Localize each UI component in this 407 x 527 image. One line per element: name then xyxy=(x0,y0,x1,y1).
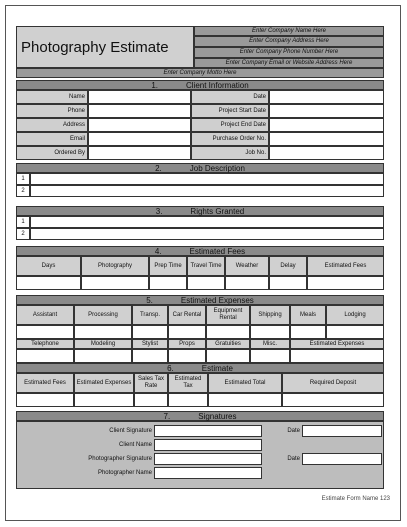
company-address: Enter Company Address Here xyxy=(194,36,384,47)
expense-bottom-input-5[interactable] xyxy=(206,349,250,363)
client-right-input-1[interactable] xyxy=(269,90,384,104)
expense-top-input-5[interactable] xyxy=(206,325,250,339)
fees-col-input-4[interactable] xyxy=(187,276,225,290)
estimate-col-label-6: Required Deposit xyxy=(282,373,384,393)
expense-top-label-6: Shipping xyxy=(250,305,290,325)
page-title: Photography Estimate xyxy=(21,38,169,56)
job-line-input-1[interactable] xyxy=(30,173,384,185)
fees-col-input-3[interactable] xyxy=(149,276,187,290)
estimate-form xyxy=(5,5,401,521)
client-right-input-2[interactable] xyxy=(269,104,384,118)
expense-bottom-input-3[interactable] xyxy=(132,349,168,363)
expense-bottom-label-6: Misc. xyxy=(250,339,290,349)
estimate-col-label-3: Sales Tax Rate xyxy=(134,373,168,393)
estimate-col-label-5: Estimated Total xyxy=(208,373,282,393)
date-input-2[interactable] xyxy=(302,453,382,465)
client-label-4: Email xyxy=(16,132,88,146)
job-line-number-2: 2 xyxy=(16,185,30,197)
signature-input-1[interactable] xyxy=(154,425,262,437)
expense-bottom-input-4[interactable] xyxy=(168,349,206,363)
client-right-input-4[interactable] xyxy=(269,132,384,146)
fees-col-input-2[interactable] xyxy=(81,276,149,290)
fees-col-label-3: Prep Time xyxy=(149,256,187,276)
fees-col-input-5[interactable] xyxy=(225,276,269,290)
expense-bottom-input-2[interactable] xyxy=(74,349,132,363)
expense-top-label-4: Car Rental xyxy=(168,305,206,325)
fees-col-label-7: Estimated Fees xyxy=(307,256,384,276)
estimate-col-label-4: Estimated Tax xyxy=(168,373,208,393)
expense-bottom-label-1: Telephone xyxy=(16,339,74,349)
expense-top-input-4[interactable] xyxy=(168,325,206,339)
section-client-header: 1. Client Information xyxy=(16,80,384,90)
fees-col-label-6: Delay xyxy=(269,256,307,276)
date-input-1[interactable] xyxy=(302,425,382,437)
client-input-4[interactable] xyxy=(88,132,191,146)
client-label-5: Ordered By xyxy=(16,146,88,160)
signature-input-2[interactable] xyxy=(154,439,262,451)
client-right-label-3: Project End Date xyxy=(191,118,269,132)
expense-top-label-2: Processing xyxy=(74,305,132,325)
job-line-input-2[interactable] xyxy=(30,185,384,197)
signature-label-4: Photographer Name xyxy=(97,469,152,476)
section-fees-title: Estimated Fees xyxy=(189,246,246,256)
rights-line-number-1: 1 xyxy=(16,216,30,228)
client-right-label-1: Date xyxy=(191,90,269,104)
expense-top-label-5: Equipment Rental xyxy=(206,305,250,325)
expense-top-input-3[interactable] xyxy=(132,325,168,339)
expense-top-input-8[interactable] xyxy=(326,325,384,339)
fees-col-input-7[interactable] xyxy=(307,276,384,290)
expense-top-label-7: Meals xyxy=(290,305,326,325)
estimate-col-input-4[interactable] xyxy=(168,393,208,407)
expense-bottom-label-5: Gratuities xyxy=(206,339,250,349)
estimate-col-label-1: Estimated Fees xyxy=(16,373,74,393)
expense-top-label-1: Assistant xyxy=(16,305,74,325)
date-label-2: Date xyxy=(287,455,300,462)
company-phone: Enter Company Phone Number Here xyxy=(194,47,384,58)
expense-bottom-label-4: Props xyxy=(168,339,206,349)
expense-top-label-3: Transp. xyxy=(132,305,168,325)
section-job-header: 2. Job Description xyxy=(16,163,384,173)
fees-col-label-1: Days xyxy=(16,256,81,276)
client-label-3: Address xyxy=(16,118,88,132)
section-job-title: Job Description xyxy=(189,163,245,173)
estimate-col-input-3[interactable] xyxy=(134,393,168,407)
client-right-input-3[interactable] xyxy=(269,118,384,132)
fees-col-input-1[interactable] xyxy=(16,276,81,290)
estimate-col-input-1[interactable] xyxy=(16,393,74,407)
signature-label-1: Client Signature xyxy=(109,427,152,434)
client-label-2: Phone xyxy=(16,104,88,118)
section-signatures-title: Signatures xyxy=(198,411,237,421)
section-expenses-header: 5. Estimated Expenses xyxy=(16,295,384,305)
fees-col-label-4: Travel Time xyxy=(187,256,225,276)
rights-line-input-1[interactable] xyxy=(30,216,384,228)
client-input-1[interactable] xyxy=(88,90,191,104)
date-label-1: Date xyxy=(287,427,300,434)
section-signatures-header: 7. Signatures xyxy=(16,411,384,421)
title-box xyxy=(16,26,194,68)
section-expenses-title: Estimated Expenses xyxy=(180,295,254,305)
expense-top-input-7[interactable] xyxy=(290,325,326,339)
expense-bottom-input-6[interactable] xyxy=(250,349,290,363)
expense-top-input-2[interactable] xyxy=(74,325,132,339)
expense-bottom-input-7[interactable] xyxy=(290,349,384,363)
rights-line-input-2[interactable] xyxy=(30,228,384,240)
section-rights-title: Rights Granted xyxy=(190,206,245,216)
job-line-number-1: 1 xyxy=(16,173,30,185)
client-input-5[interactable] xyxy=(88,146,191,160)
section-client-title: Client Information xyxy=(185,80,249,90)
expense-top-input-1[interactable] xyxy=(16,325,74,339)
client-input-2[interactable] xyxy=(88,104,191,118)
estimate-col-input-2[interactable] xyxy=(74,393,134,407)
expense-top-label-8: Lodging xyxy=(326,305,384,325)
section-rights-header: 3. Rights Granted xyxy=(16,206,384,216)
expense-bottom-label-7: Estimated Expenses xyxy=(290,339,384,349)
signature-input-3[interactable] xyxy=(154,453,262,465)
fees-col-input-6[interactable] xyxy=(269,276,307,290)
client-right-label-2: Project Start Date xyxy=(191,104,269,118)
signature-label-2: Client Name xyxy=(118,441,152,448)
estimate-col-input-6[interactable] xyxy=(282,393,384,407)
rights-line-number-2: 2 xyxy=(16,228,30,240)
expense-bottom-label-2: Modeling xyxy=(74,339,132,349)
client-input-3[interactable] xyxy=(88,118,191,132)
client-right-label-4: Purchase Order No. xyxy=(191,132,269,146)
expense-top-input-6[interactable] xyxy=(250,325,290,339)
client-label-1: Name xyxy=(16,90,88,104)
client-right-label-5: Job No. xyxy=(191,146,269,160)
footer-text: Estimate Form Name 123 xyxy=(321,496,390,502)
estimate-col-label-2: Estimated Expenses xyxy=(74,373,134,393)
fees-col-label-5: Weather xyxy=(225,256,269,276)
company-name: Enter Company Name Here xyxy=(194,26,384,36)
estimate-col-input-5[interactable] xyxy=(208,393,282,407)
company-email: Enter Company Email or Website Address Here xyxy=(194,58,384,68)
company-motto: Enter Company Motto Here xyxy=(16,68,384,78)
expense-bottom-input-1[interactable] xyxy=(16,349,74,363)
fees-col-label-2: Photography xyxy=(81,256,149,276)
section-estimate-header: 6. Estimate xyxy=(16,363,384,373)
signature-label-3: Photographer Signature xyxy=(88,455,152,462)
section-fees-header: 4. Estimated Fees xyxy=(16,246,384,256)
section-estimate-title: Estimate xyxy=(201,363,233,373)
signature-input-4[interactable] xyxy=(154,467,262,479)
client-right-input-5[interactable] xyxy=(269,146,384,160)
expense-bottom-label-3: Stylist xyxy=(132,339,168,349)
